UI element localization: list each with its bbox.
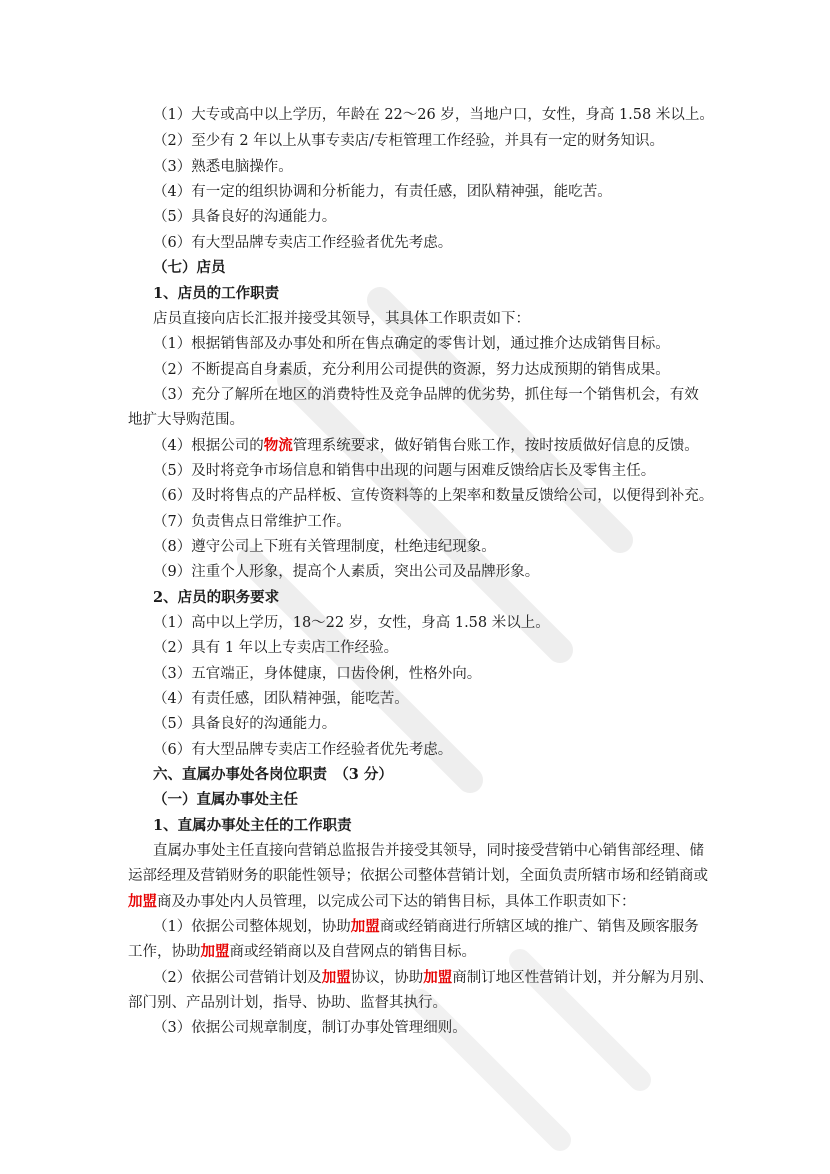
- text-line: 部门别、产品别计划，指导、协助、监督其执行。: [128, 995, 447, 1011]
- highlight-term: 加盟: [128, 893, 157, 910]
- text-line: （3）充分了解所在地区的消费特性及竞争品牌的优劣势，抓住每一个销售机会，有效: [153, 387, 699, 403]
- section-heading: （七）店员: [153, 259, 226, 276]
- text-line: 地扩大导购范围。: [128, 412, 244, 428]
- text-line: （2）至少有 2 年以上从事专卖店/专柜管理工作经验，并具有一定的财务知识。: [153, 133, 665, 149]
- highlight-term: 加盟: [321, 969, 351, 986]
- text-line: （8）遵守公司上下班有关管理制度，杜绝违纪现象。: [153, 539, 496, 555]
- highlight-term: 加盟: [423, 969, 453, 986]
- text-line: （2）依据公司营销计划及加盟协议，协助加盟商制订地区性营销计划，并分解为月别、: [153, 969, 714, 986]
- text-line: （4）有责任感，团队精神强，能吃苦。: [153, 691, 409, 707]
- text-line: （1）高中以上学历，18～22 岁，女性，身高 1.58 米以上。: [153, 615, 550, 631]
- text-line: （7）负责售点日常维护工作。: [153, 514, 351, 530]
- text-line: （2）具有 1 年以上专卖店工作经验。: [153, 640, 399, 656]
- text-line: 店员直接向店长汇报并接受其领导，其具体工作职责如下：: [153, 311, 530, 327]
- text-line: （5）具备良好的沟通能力。: [153, 716, 337, 732]
- text-line: 运部经理及营销财务的职能性领导；依据公司整体营销计划，全面负责所辖市场和经销商或: [128, 868, 708, 884]
- text-line: （1）根据销售部及办事处和所在售点确定的零售计划，通过推介达成销售目标。: [153, 336, 670, 352]
- subsection-heading: 1、直属办事处主任的工作职责: [153, 817, 352, 834]
- text-line: （5）及时将竞争市场信息和销售中出现的问题与困难反馈给店长及零售主任。: [153, 463, 656, 479]
- text-line: （6）及时将售点的产品样板、宣传资料等的上架率和数量反馈给公司，以便得到补充。: [153, 488, 714, 504]
- highlight-term: 加盟: [200, 943, 230, 960]
- text-line: （6）有大型品牌专卖店工作经验者优先考虑。: [153, 235, 453, 251]
- text-line: （2）不断提高自身素质，充分利用公司提供的资源，努力达成预期的销售成果。: [153, 362, 670, 378]
- text-line: （3）依据公司规章制度，制订办事处管理细则。: [153, 1020, 467, 1036]
- text-line: 加盟商及办事处内人员管理，以完成公司下达的销售目标，具体工作职责如下：: [128, 893, 636, 910]
- subsection-heading: 1、店员的工作职责: [153, 285, 280, 302]
- text-line: 直属办事处主任直接向营销总监报告并接受其领导，同时接受营销中心销售部经理、储: [153, 843, 704, 859]
- text-line: （4）有一定的组织协调和分析能力，有责任感，团队精神强，能吃苦。: [153, 184, 612, 200]
- section-heading: 六、直属办事处各岗位职责 （3 分）: [153, 766, 393, 783]
- text-line: （1）大专或高中以上学历，年龄在 22～26 岁，当地户口，女性，身高 1.58 米以上。: [153, 107, 714, 123]
- section-heading: （一）直属办事处主任: [153, 791, 298, 808]
- text-line: （9）注重个人形象，提高个人素质，突出公司及品牌形象。: [153, 564, 540, 580]
- text-line: （3）五官端正，身体健康，口齿伶俐，性格外向。: [153, 666, 482, 682]
- subsection-heading: 2、店员的职务要求: [153, 589, 280, 606]
- text-line: （6）有大型品牌专卖店工作经验者优先考虑。: [153, 742, 453, 758]
- text-line: （5）具备良好的沟通能力。: [153, 209, 337, 225]
- highlight-term: 加盟: [350, 918, 380, 935]
- text-line: （3）熟悉电脑操作。: [153, 159, 293, 175]
- text-line: 工作，协助加盟商或经销商以及自营网点的销售目标。: [128, 943, 476, 960]
- highlight-term: 物流: [263, 437, 293, 454]
- text-line: （4）根据公司的物流管理系统要求，做好销售台账工作，按时按质做好信息的反馈。: [153, 437, 699, 454]
- text-line: （1）依据公司整体规划，协助加盟商或经销商进行所辖区域的推广、销售及顾客服务: [153, 918, 699, 935]
